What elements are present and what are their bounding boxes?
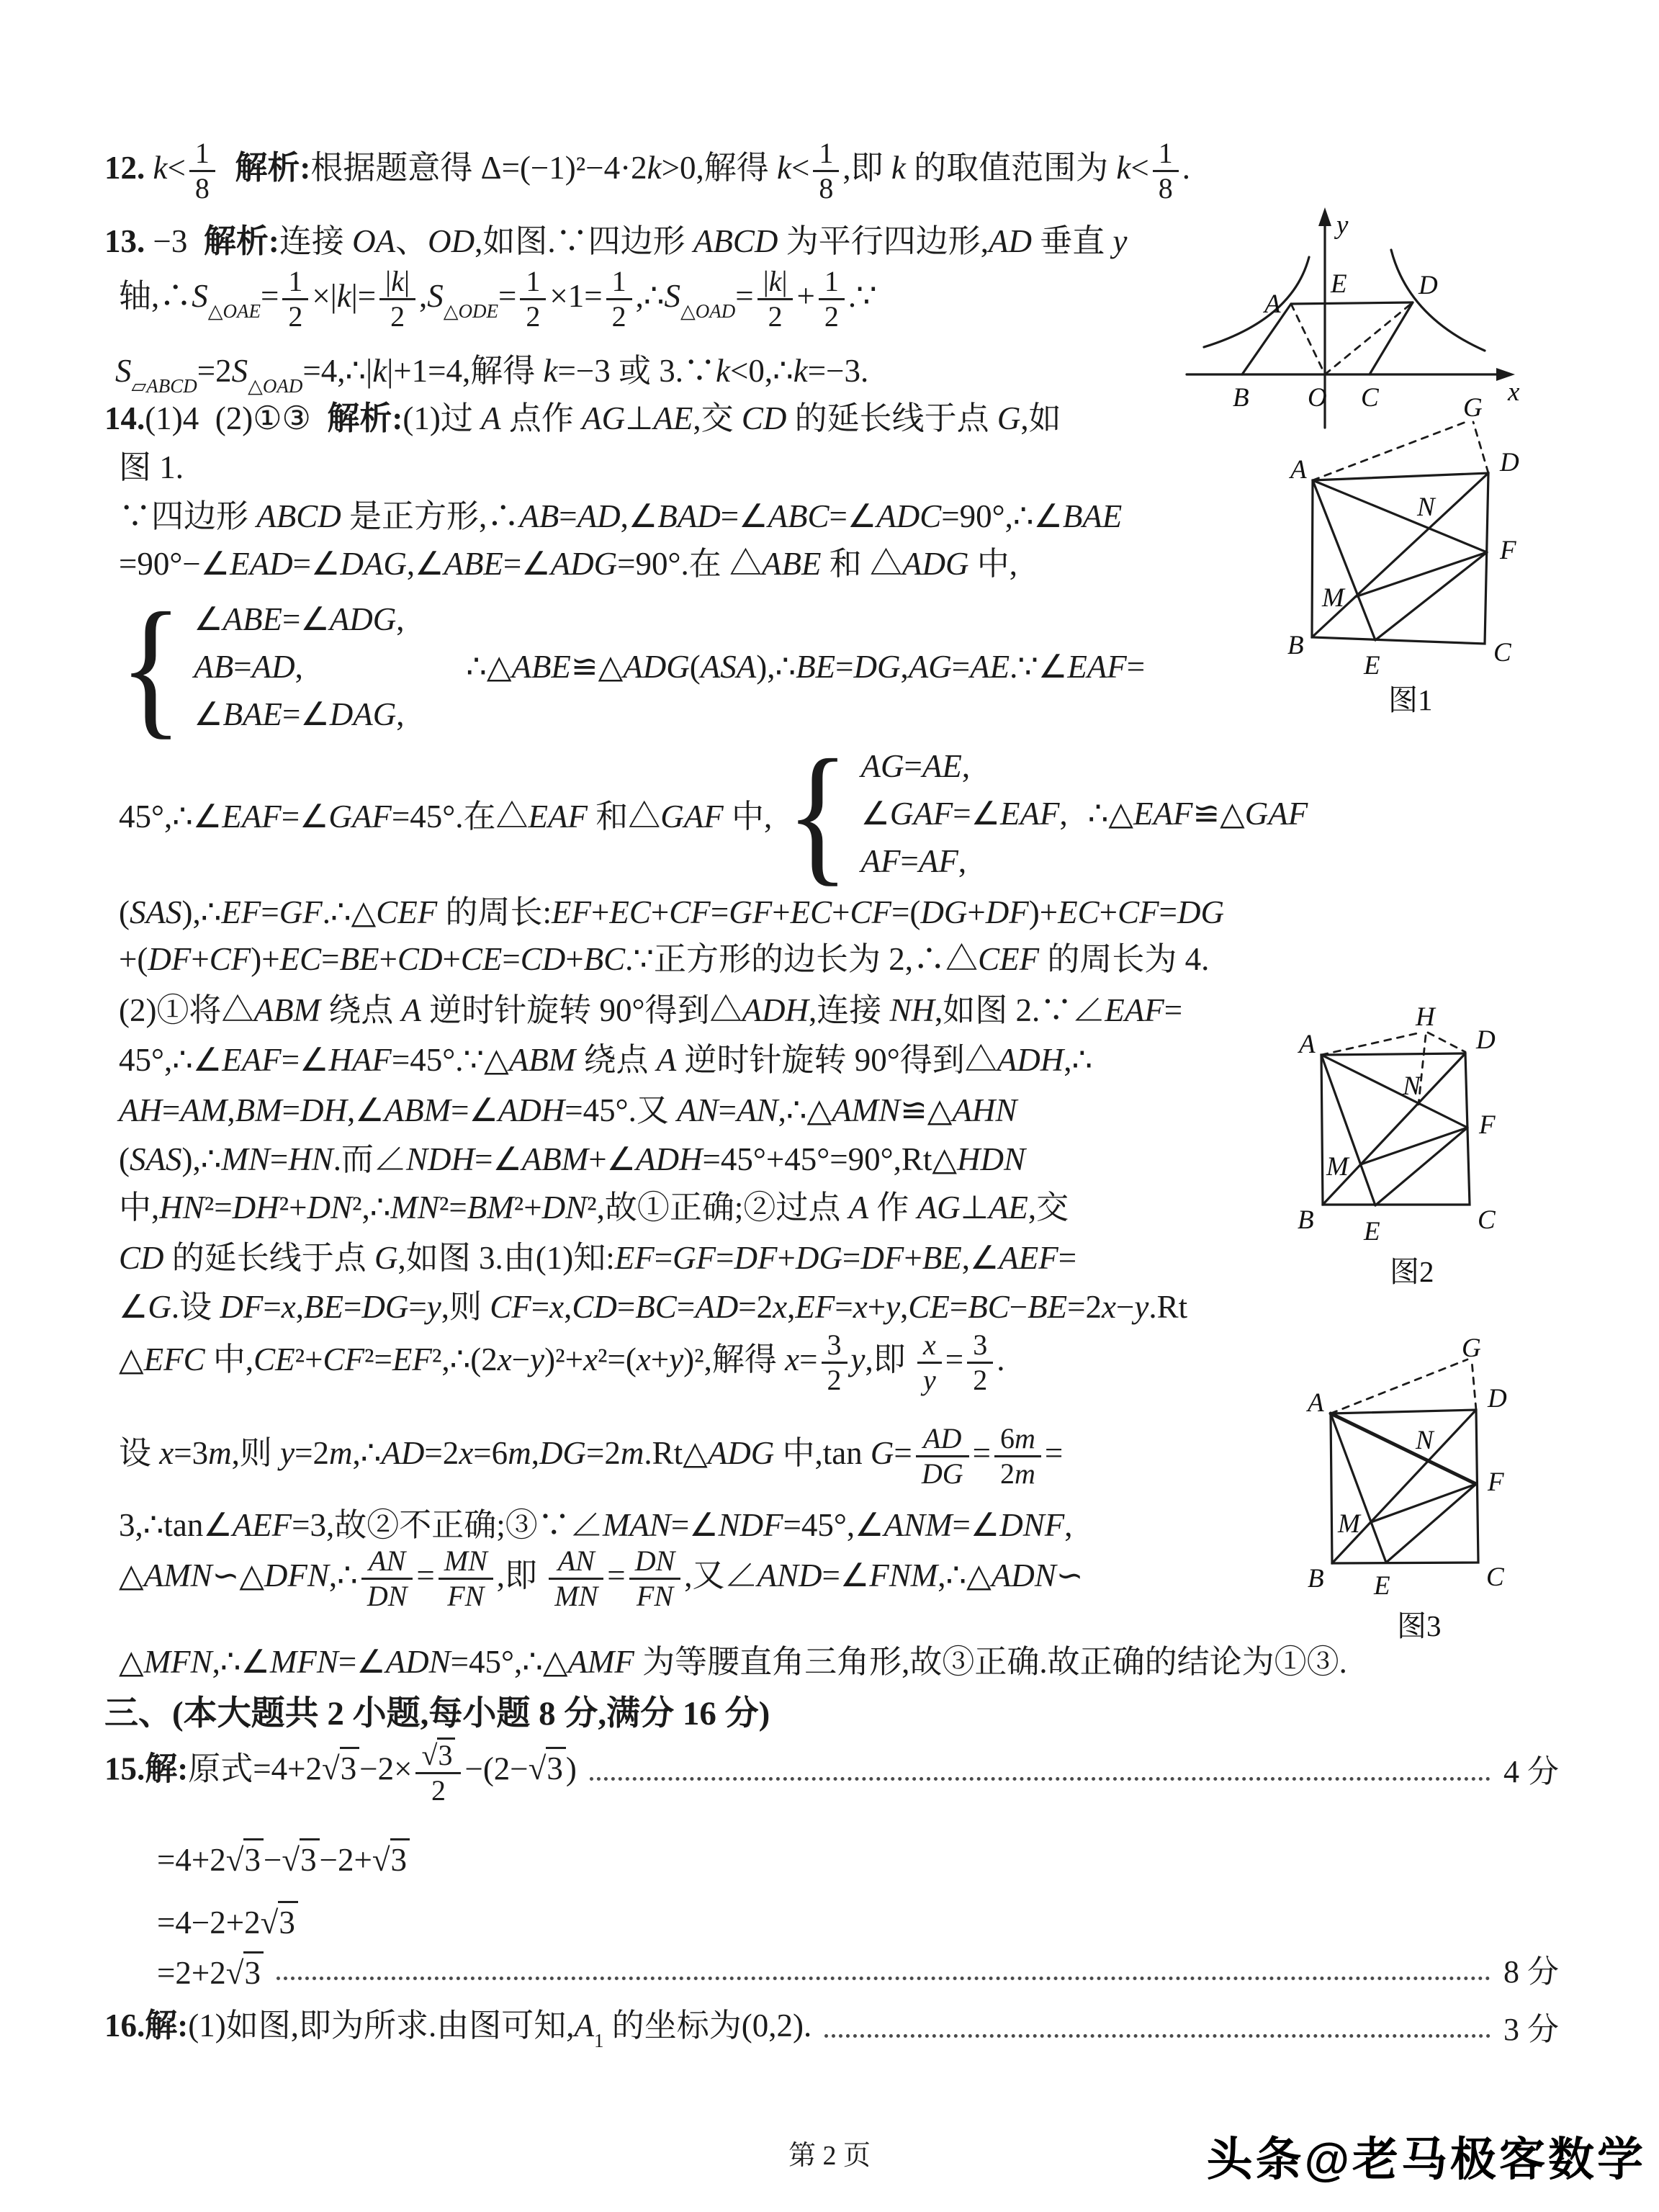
point-label-M: M <box>1338 1509 1360 1539</box>
score-label: 3 分 <box>1503 2011 1559 2047</box>
solution-line-15a: 15.解:原式=4+2√3−2× $\frac{√3}{2}$ −(2−√3) 4 分 <box>104 1739 1559 1807</box>
page-number: 第 2 页 <box>788 2141 871 2171</box>
solution-line-14l: CD 的延长线于点 G,如图 3.由(1)知:EF=GF=DF+DG=DF+BE,∠AEF= <box>119 1240 1077 1276</box>
point-label-B: B <box>1233 383 1249 413</box>
point-label-E: E <box>1364 651 1380 680</box>
section-header: 三、(本大题共 2 小题,每小题 8 分,满分 16 分) <box>104 1695 770 1732</box>
point-label-M: M <box>1326 1152 1349 1182</box>
solution-line-15d: =2+2√3 8 分 <box>157 1951 1559 1993</box>
point-label-A: A <box>1308 1388 1324 1418</box>
solution-line-12: 12. k< $\frac{1}{8}$ 解析:根据题意得 Δ=(−1)²−4·2k>0,解得 k< $\frac{1}{8}$ ,即 k 的取值范围为 k< $\frac{1}{8}$ . <box>104 137 1191 204</box>
point-label-C: C <box>1486 1563 1504 1592</box>
point-label-H: H <box>1416 1002 1435 1032</box>
point-label-N: N <box>1416 1426 1434 1455</box>
point-label-C: C <box>1478 1205 1496 1235</box>
figure-2-caption: 图2 <box>1390 1255 1434 1288</box>
solution-line-16: 16.解:(1)如图,即为所求.由图可知$,A_1$ 的坐标为(0,2). 3 分 <box>104 2008 1559 2051</box>
point-label-M: M <box>1322 583 1344 613</box>
solution-line-15b: =4+2√3−√3−2+√3 <box>157 1838 410 1880</box>
figure-1-caption: 图1 <box>1388 683 1433 716</box>
score-label: 8 分 <box>1503 1954 1559 1990</box>
figure-3 <box>1282 1338 1570 1647</box>
solution-line-14o: 设 x=3m,则 y=2m,∴AD=2x=6m,DG=2m.Rt△ADG 中,tan G= $\frac{AD}{DG}$ = $\frac{6m}{2m}$ = <box>119 1422 1064 1490</box>
point-label-F: F <box>1479 1110 1496 1140</box>
figure-2 <box>1282 999 1570 1302</box>
equation-system-1: { ∠ABE=∠ADG, AB=AD, ∠BAE=∠DAG, ∴△ABE≌△ADG(ASA),∴BE=DG,AG=AE.∵∠EAF= <box>119 580 1146 752</box>
solution-line-14k: 中,HN²=DH²+DN²,∴MN²=BM²+DN²,故①正确;②过点 A 作 AG⊥AE,交 <box>119 1190 1069 1226</box>
point-label-C: C <box>1493 638 1511 667</box>
point-label-C: C <box>1361 383 1379 413</box>
dotted-leader <box>276 1975 1491 1980</box>
point-label-O: O <box>1308 383 1327 413</box>
point-label-A: A <box>1290 455 1307 485</box>
solution-line-14r: △MFN,∴∠MFN=∠ADN=45°,∴△AMF 为等腰直角三角形,故③正确.故正确的结论为①③. <box>119 1644 1347 1680</box>
score-label: 4 分 <box>1503 1754 1559 1790</box>
dotted-leader <box>824 2033 1491 2038</box>
equation-system-2: 45°,∴∠EAF=∠GAF=45°.在△EAF 和△GAF 中, { AG=AE, ∠GAF=∠EAF, AF=AF, ∴△EAF≌△GAF <box>119 727 1308 899</box>
axis-label-y: y <box>1336 210 1349 240</box>
brace-icon: { <box>119 580 183 752</box>
solution-line-15c: =4−2+2√3 <box>157 1901 298 1943</box>
point-label-B: B <box>1308 1564 1324 1593</box>
point-label-A: A <box>1299 1030 1316 1059</box>
figure-3-caption: 图3 <box>1397 1609 1442 1642</box>
solution-line-13a: 13. −3 解析:连接 OA、OD,如图.∵四边形 ABCD 为平行四边形,AD 垂直 y <box>104 223 1128 259</box>
point-label-G: G <box>1463 397 1483 423</box>
solution-line-14b: 图 1. <box>119 449 184 485</box>
solution-line-13b: 轴$,\therefore S_{\triangle OAE}=$ $\frac{1}{2}$ ×|k|= $\frac{|k|}{2}$ $,S_{\triangle ODE}=$ $\frac{1}{2}$ ×1= $\frac{1}{2}$ $,\therefore S_{\triangle OAD}=$ $\frac{|k|}{2}$ + $\frac{1}{2}$ .∵ <box>119 265 877 333</box>
solution-line-14h: 45°,∴∠EAF=∠HAF=45°.∵△ABM 绕点 A 逆时针旋转 90°得到△ADH,∴ <box>119 1042 1093 1078</box>
solution-line-14c: ∵四边形 ABCD 是正方形,∴AB=AD,∠BAD=∠ABC=∠ADC=90°,∴∠BAE <box>119 498 1123 534</box>
solution-line-14a: 14.(1)4 (2)①③ 解析:(1)过 A 点作 AG⊥AE,交 CD 的延长线于点 G,如 <box>104 400 1061 436</box>
point-label-B: B <box>1287 631 1304 660</box>
point-label-D: D <box>1419 271 1438 300</box>
solution-line-14e: (SAS),∴EF=GF.∴△CEF 的周长:EF+EC+CF=GF+EC+CF=(DG+DF)+EC+CF=DG <box>119 894 1224 930</box>
point-label-E: E <box>1331 269 1347 299</box>
point-label-B: B <box>1298 1205 1314 1235</box>
figure-1 <box>1282 397 1570 729</box>
solution-line-14n: △EFC 中,CE²+CF²=EF²,∴(2x−y)²+x²=(x+y)²,解得 x= $\frac{3}{2}$ y,即 $\frac{x}{y}$ = $\frac{3}{2}$ . <box>119 1328 1005 1396</box>
solution-line-14p: 3,∴tan∠AEF=3,故②不正确;③∵∠MAN=∠NDF=45°,∠ANM=∠DNF, <box>119 1507 1073 1543</box>
solution-line-14d: =90°−∠EAD=∠DAG,∠ABE=∠ADG=90°.在 △ABE 和 △ADG 中, <box>119 546 1017 582</box>
point-label-D: D <box>1500 448 1519 477</box>
point-label-N: N <box>1417 493 1435 522</box>
dotted-leader <box>590 1776 1491 1781</box>
solution-line-14g: (2)①将△ABM 绕点 A 逆时针旋转 90°得到△ADH,连接 NH,如图 2.∵∠EAF= <box>119 992 1183 1028</box>
point-label-F: F <box>1500 536 1516 565</box>
point-label-D: D <box>1476 1025 1496 1055</box>
point-label-D: D <box>1488 1384 1507 1413</box>
solution-line-14i: AH=AM,BM=DH,∠ABM=∠ADH=45°.又 AN=AN,∴△AMN≌△AHN <box>119 1092 1017 1128</box>
brace-icon: { <box>786 727 850 899</box>
watermark: 头条@老马极客数学 <box>1206 2134 1646 2185</box>
point-label-E: E <box>1374 1571 1390 1601</box>
point-label-G: G <box>1462 1338 1481 1363</box>
point-label-A: A <box>1264 289 1281 319</box>
point-label-N: N <box>1403 1071 1421 1101</box>
axis-label-x: x <box>1508 377 1520 407</box>
point-label-F: F <box>1488 1467 1504 1497</box>
solution-line-14m: ∠G.设 DF=x,BE=DG=y,则 CF=x,CD=BC=AD=2x,EF=x+y,CE=BC−BE=2x−y.Rt <box>119 1289 1188 1325</box>
solution-line-13c: $S_{▱ABCD}=2S_{\triangle OAD}=4,\therefore|k|+1=4$,解得 k=−3 或 3.∵k<0,∴k=−3. <box>115 353 869 397</box>
solution-line-14f: +(DF+CF)+EC=BE+CD+CE=CD+BC.∵正方形的边长为 2,∴△CEF 的周长为 4. <box>119 941 1210 977</box>
point-label-E: E <box>1364 1217 1380 1246</box>
solution-line-14q: △AMN∽△DFN,∴ $\frac{AN}{DN}$ = $\frac{MN}{FN}$ ,即 $\frac{AN}{MN}$ = $\frac{DN}{FN}$ ,又∠AND=∠FNM,∴△ADN∽ <box>119 1545 1084 1612</box>
solution-line-14j: (SAS),∴MN=HN.而∠NDH=∠ABM+∠ADH=45°+45°=90°,Rt△HDN <box>119 1141 1025 1177</box>
